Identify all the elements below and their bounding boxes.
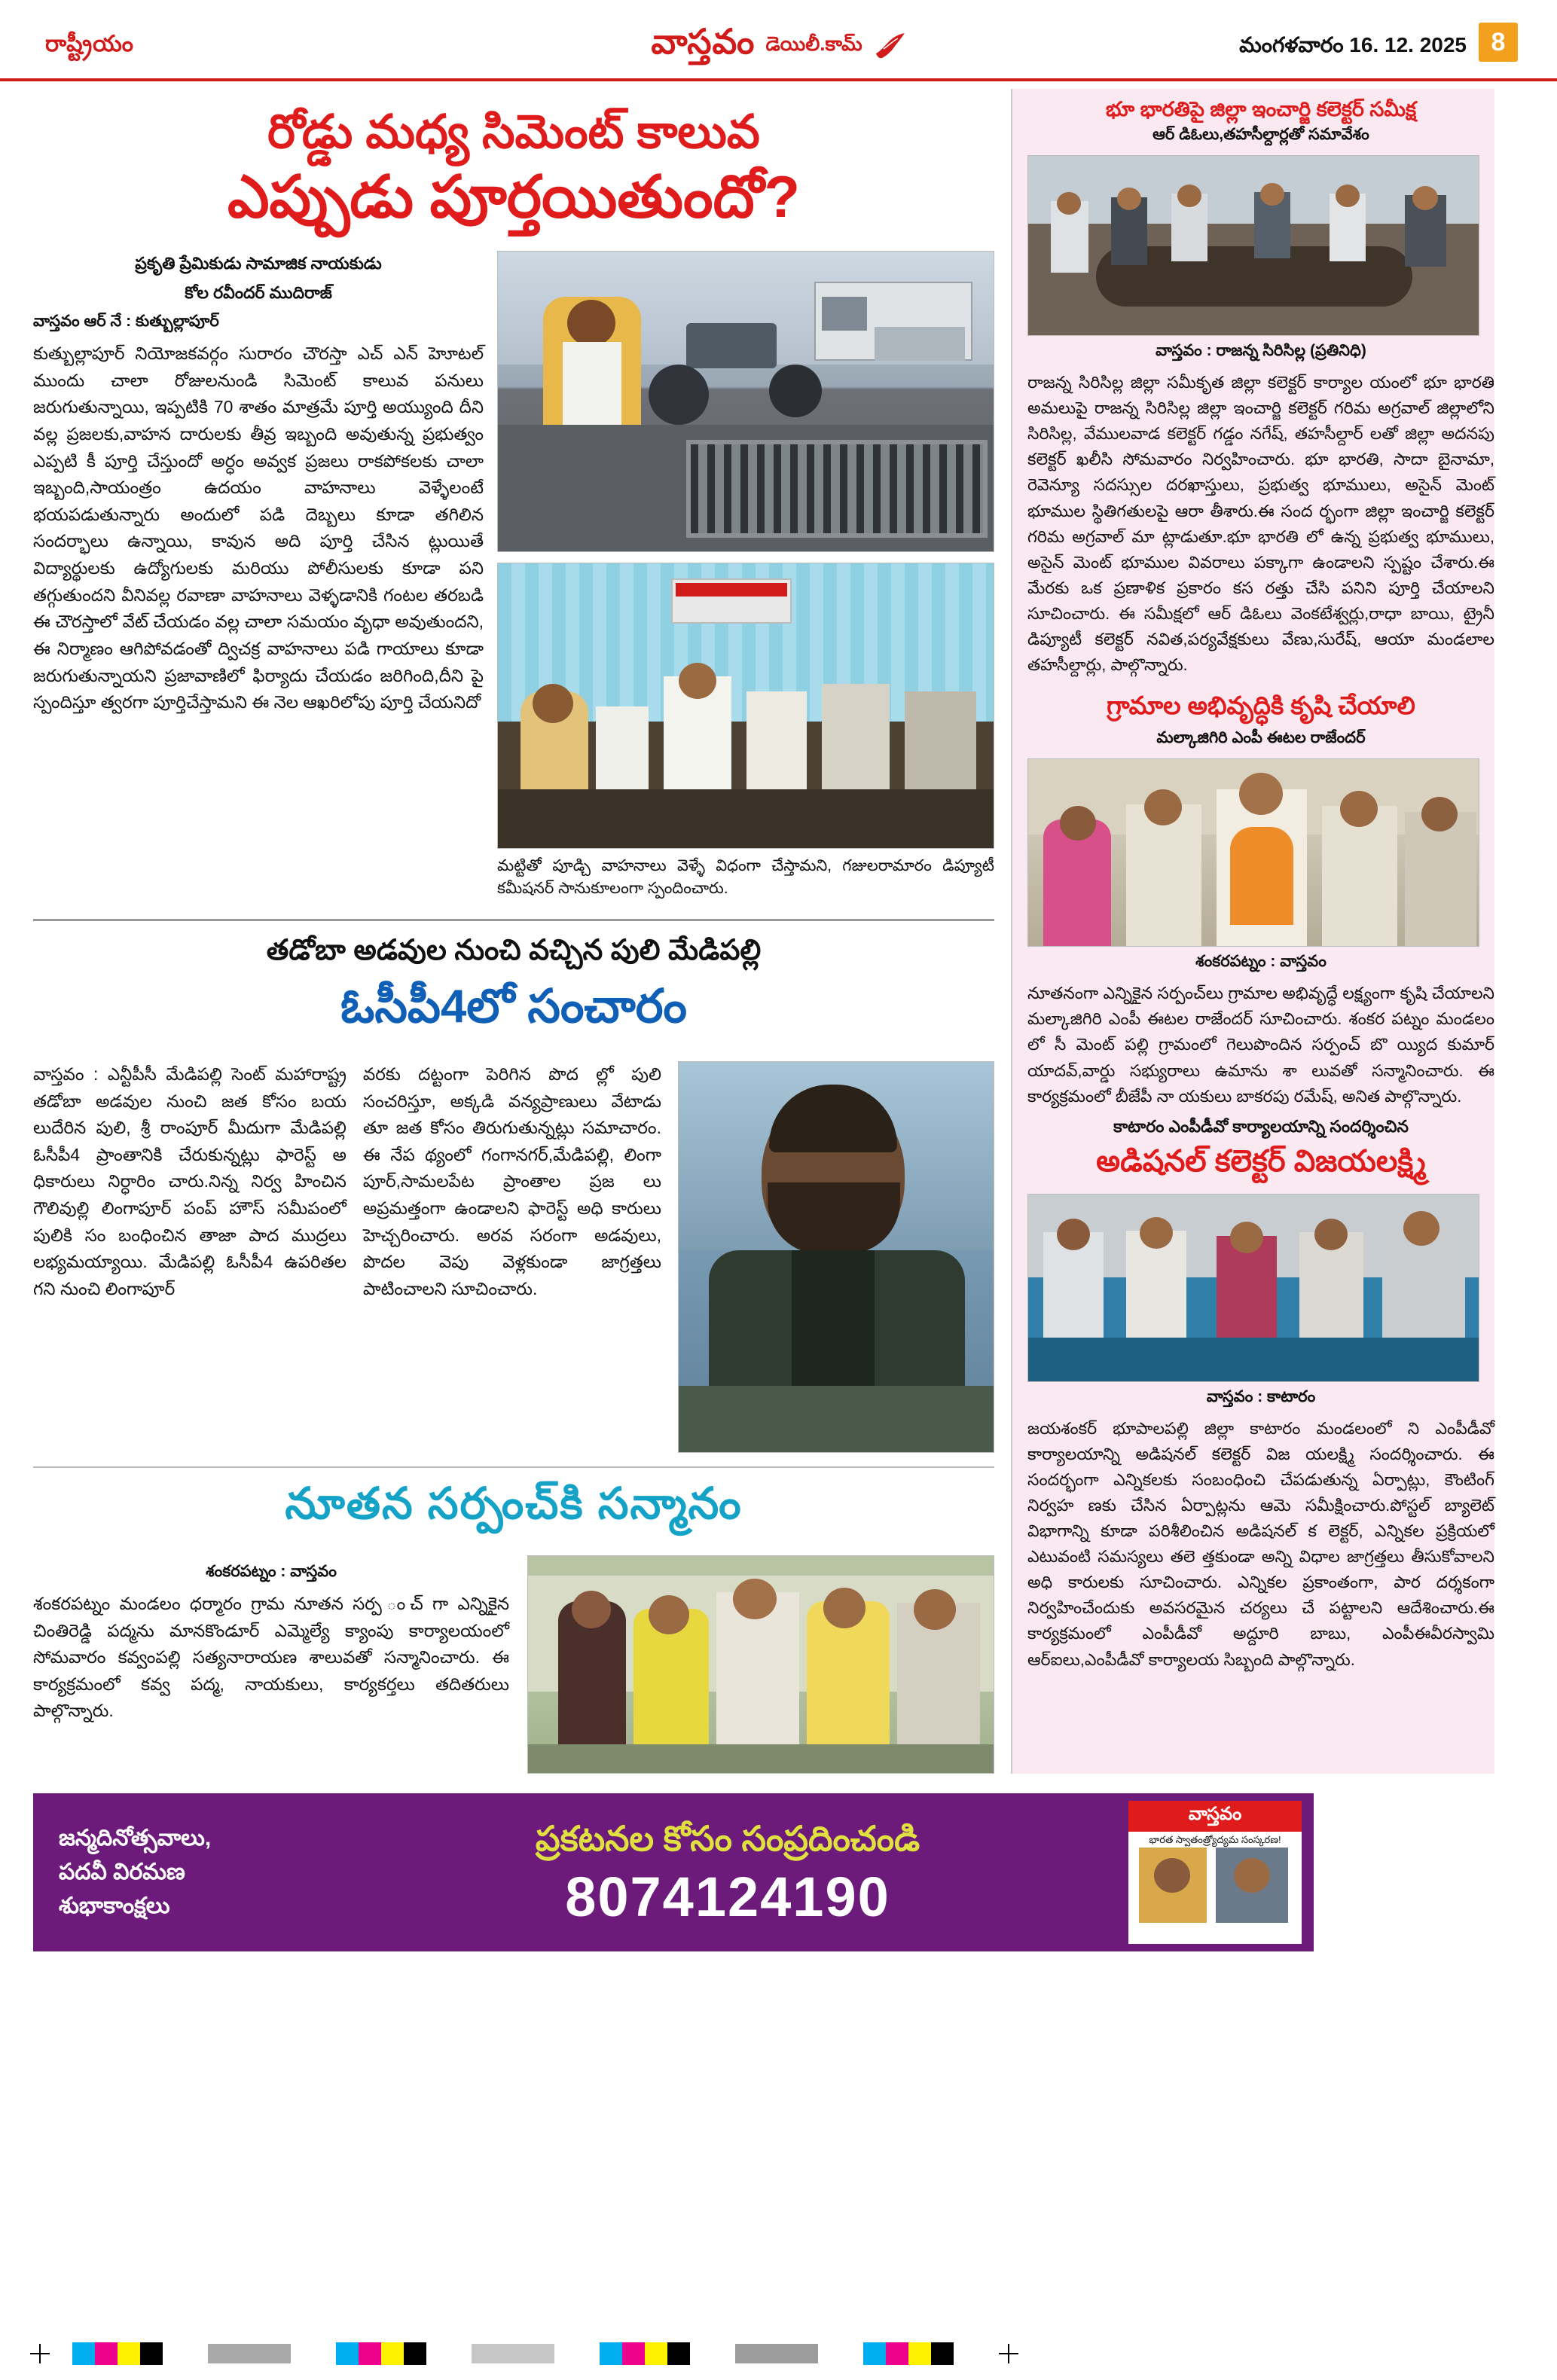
- swatch: [72, 2342, 95, 2365]
- sarpanch-text: [33, 1555, 509, 1774]
- main-headline-line2: ఎప్పుడు పూర్తయితుందో?: [227, 163, 801, 230]
- right-story-2-body: నూతనంగా ఎన్నికైన సర్పంచ్‌లు గ్రామాల అభివృద్ధే లక్ష్యంగా కృషి చేయాలని మల్కాజిగిరి ఎంపీ ఈటల రాజేందర్ సూచించారు. శంకర పట్నం మండలం లో సీ మెంట్ పల్లి గ్రామంలో గెలుపొందిన సర్పంచ్ బొ య్యిద కుమార్ యాదవ్,వార్డు సభ్యురాలు ఉమాను శా లువతో సన్మానించారు. ఈ కార్యక్రమంలో బీజేపీ నా యకులు బాకరపు రమేష్, అనిత పాల్గొన్నారు.: [1027, 984, 1494, 1106]
- main-photo-caption: మట్టితో పూడ్చి వాహనాలు వెళ్ళే విధంగా చేస్తామని, గజులరామారం డిప్యూటీ కమీషనర్ సానుకూలంగా స్పందించారు.: [497, 856, 994, 898]
- divider-2: [33, 1466, 994, 1468]
- swatch: [404, 2342, 426, 2365]
- man-portrait-photo: [678, 1061, 994, 1453]
- page-number: 8: [1479, 23, 1518, 62]
- gray-patch: [472, 2344, 554, 2363]
- main-body: కుత్బుల్లాపూర్ నియోజకవర్గం సురారం చౌరస్తా ఎచ్ ఎన్ హెూటల్ ముందు చాలా రోజులనుండి సిమెంట్ కాలువ పనులు జరుగుతున్నాయి, ఇప్పటికి 70 శాతం మాత్రమే పూర్తి అయ్యుంది దీని వల్ల ప్రజలకు,వాహన దారులకు తీవ్ర ఇబ్బంది అవుతున్న ప్రభుత్వం ఎప్పటి కీ పూర్తి చేస్తుందో అర్ధం అవ్వక ప్రజలు రాకపోకలకు చాలా ఇబ్బంది,సాయంత్రం ఉదయం వాహనాలు వెళ్ళేలంటే భయపడుతున్నారు అందులో పడి దెబ్బలు కూడా తగిలిన సందర్భాలు ఉన్నాయి, కావున అది పూర్తి చేసిన ట్లుయితే విద్యార్థులకు ఉద్యోగులకు మరియు పోలీసులకు కూడా పని తగ్గుతుందని వీనివల్ల రవాణా వాహనాలు వెళ్ళడానికి గంటల తరబడి ఈ చౌరస్తాలో వేట్ చేయడం వల్ల చాలా సమయం వృధా అవుతుందని, ఈ నిర్మాణం ఆగిపోవడంతో ద్విచక్ర వాహనాలు పడి గాయాలు కూడా జరుగుతున్నాయని ప్రజావాణిలో ఫిర్యాదు చేయడం జరిగింది,దీని పై స్పందిస్తూ త్వరగా పూర్తిచేస్తామని ఈ నెల ఆఖరిలోపు పూర్తి చేయనిదో: [33, 343, 484, 712]
- right-story-3-kicker: కాటారం ఎంపీడీవో కార్యాలయాన్ని సందర్శించిన: [1113, 1116, 1409, 1136]
- right-story-2-headline: గ్రామాల అభివృద్ధికి కృషి చేయాలి: [1107, 691, 1415, 720]
- gray-patch: [735, 2344, 818, 2363]
- tiger-headline: ఓసీపీ4లో సంచారం: [340, 980, 687, 1033]
- sarpanch-columns: [33, 1555, 994, 1774]
- ad-left-text: [33, 1821, 327, 1923]
- ad-phone-number[interactable]: 8074124190: [565, 1866, 890, 1929]
- section-label: రాష్ట్రీయం: [45, 32, 134, 56]
- sarpanch-headline: నూతన సర్పంచ్‌కి సన్మానం: [285, 1478, 743, 1528]
- swatch: [336, 2342, 359, 2365]
- logo-title: వాస్తవం: [651, 22, 756, 61]
- tiger-kicker: తడోబా అడవుల నుంచి వచ్చిన పులి మేడిపల్లి: [266, 934, 762, 966]
- right-story-2-subhead: మల్కాజిగిరి ఎంపీ ఈటల రాజేందర్: [1156, 729, 1366, 747]
- right-story-3-body: జయశంకర్ భూపాలపల్లి జిల్లా కాటారం మండలంలో ని ఎంపీడీవో కార్యాలయాన్ని అడిషనల్ కలెక్టర్ విజ యలక్ష్మి సందర్శించారు. ఈ సందర్భంగా ఎన్నికలకు సంబంధించి చేపడుతున్న ఏర్పాట్లు, కౌంటింగ్ నిర్వహ ణకు చేసిన ఏర్పాట్లను ఆమె సమీక్షించారు.పోస్టల్ బ్యాలెట్ విభాగాన్ని కూడా పరిశీలించిన అడిషనల్ క లెక్టర్, ఎన్నికల ప్రక్రియలో ఎటువంటి సమస్యలు తలె త్తకుండా అన్ని విధాల జాగ్రత్తలు తీసుకోవాలని అధి కారులకు సూచించారు. ఎన్నికల ప్రకాంతంగా, పార దర్శకంగా నిర్వహించేందుకు అవసరమైన చర్యలు చే పట్టాలని ఆదేశించారు.ఈ కార్యక్రమంలో ఎంపీడీవో అద్దూరి బాబు, ఎంపీఈవీరస్వామి ఆర్ఐలు,ఎంపీడీవో కార్యాలయ సిబ్బంది పాల్గొన్నారు.: [1027, 1418, 1494, 1669]
- swatch: [667, 2342, 690, 2365]
- print-registration-bar: [0, 2327, 1557, 2380]
- sarpanch-story: [33, 1478, 994, 1774]
- main-dateline: వాస్తవం ఆర్ నే : కుత్బుల్లాపూర్: [33, 312, 219, 330]
- right-story-3-headline: అడిషనల్ కలెక్టర్ విజయలక్ష్మి: [1096, 1144, 1426, 1178]
- right-column: [1012, 89, 1494, 1774]
- color-swatches-group-1: [72, 2342, 163, 2365]
- swatch: [381, 2342, 404, 2365]
- ad-tagline: ప్రకటనల కోసం సంప్రదించండి: [535, 1819, 920, 1859]
- meeting-room-photo: [497, 563, 994, 849]
- swatch: [886, 2342, 908, 2365]
- main-story-media: [497, 251, 994, 901]
- tiger-body-columns: [33, 1061, 994, 1453]
- registration-mark-icon: [999, 2344, 1018, 2363]
- color-swatches-group-3: [600, 2342, 690, 2365]
- tiger-col-1: వాస్తవం : ఎన్టీపీసీ మేడిపల్లి సెంట్ మహారాష్ట్ర తడోబా అడవుల నుంచి జత కోసం బయ లుదేరిన పులి, శ్రీ రాంపూర్ మీదుగా మేడిపల్లి ఓసీపీ4 ప్రాంతానికి చేరుకున్నట్లు ఫారెస్ట్ అ ధికారులు నిర్ధారిం చారు.నిన్న నిర్వ హించిన గౌలివుల్లి లింగాపూర్ పంప్ హౌస్ సమీపంలో పులికి సం బంధించిన తాజా పాద ముద్రలు లభ్యమయ్యాయి. మేడిపల్లి ఓసీపీ4 ఉపరితల గని నుంచి లింగాపూర్: [33, 1063, 347, 1298]
- garland-crowd-photo: [1027, 758, 1479, 947]
- main-byline-1: ప్రకృతి ప్రేమికుడు సామాజిక నాయకుడు: [135, 253, 382, 273]
- logo-subtitle: డెయిలీ.కామ్: [765, 32, 862, 55]
- publication-logo: [651, 21, 905, 71]
- swatch: [931, 2342, 954, 2365]
- right-story-1-subhead: ఆర్ డిఓలు,తహసీల్దార్లతో సమావేశం: [1152, 126, 1369, 144]
- swatch: [600, 2342, 622, 2365]
- swatch: [118, 2342, 140, 2365]
- tiger-col-2: వరకు దట్టంగా పెరిగిన పొద ల్లో పులి సంచరిస్తూ, అక్కడి వన్యప్రాణులు వేటాడు తూ జత కోసం తిరుగుతున్నట్లు సమాచారం. ఈ నేప థ్యంలో గంగానగర్,మేడిపల్లి, లింగా పూర్,సామలపేట ప్రాంతాల ప్రజ లు అప్రమత్తంగా ఉండాలని ఫారెస్ట్ అధి కారులు హెచ్చరించారు. అరవ సరంగా అడవులు, పొదల వెపు వెళ్లకుండా జాగ్రత్తలు పాటించాలని సూచించారు.: [362, 1063, 661, 1298]
- ad-logo-caption: భారత స్వాతంత్ర్యోద్యమ సంస్కరణ!: [1149, 1833, 1281, 1845]
- color-swatches-group-2: [336, 2342, 426, 2365]
- swatch: [622, 2342, 645, 2365]
- right-story-1-headline: భూ భారతిపై జిల్లా ఇంచార్జి కలెక్టర్ సమీక్ష: [1105, 98, 1417, 121]
- swatch: [359, 2342, 381, 2365]
- right-story-3: [1027, 1117, 1494, 1673]
- sarpanch-photo-wrap: [527, 1555, 994, 1774]
- sarpanch-dateline: శంకరపట్నం : వాస్తవం: [206, 1562, 337, 1580]
- left-column: [33, 89, 1012, 1774]
- right-story-1-dateline: వాస్తవం : రాజన్న సిరిసిల్ల (ప్రతినిధి): [1156, 342, 1366, 360]
- right-story-1-body: రాజన్న సిరిసిల్ల జిల్లా సమీకృత జిల్లా కలెక్టర్ కార్యాల యంలో భూ భారతి అమలుపై రాజన్న సిరిసిల్ల జిల్లా ఇంచార్జి కలెక్టర్ గరిమ అగ్రవాల్ జిల్లాలోని సిరిసిల్ల, వేములవాడ కలెక్టర్ గడ్డం నగేష్, తహసీల్దార్ లతో జిల్లా అదనపు కలెక్టర్ ఖలీసి సోమవారం నిర్వహించారు. భూ భారతి, సాదా బైనామా, రెవెన్యూ సదస్సుల దరఖాస్తులు, ప్రభుత్వ భూములు, అసైన్ మెంట్ భూముల స్థితిగతులపై ఆరా తీశారు.ఈ సంద ర్భంగా జిల్లా ఇంచార్జి కలెక్టర్ గరిమ అగ్రవాల్ మా ట్లాడుతూ.భూ భారతి లో ఉన్న ప్రభుత్వ భూములు, అసైన్ మెంట్ భూముల వివరాలు పక్కాగా ఉండాలని స్పష్టం చేశారు.ఈ మేరకు ఒక ప్రణాళిక ప్రకారం కస రత్తు చేసి పనిని పూర్తి చేయాలని సూచించారు. ఈ సమీక్షలో ఆర్ డిఓలు వెంకటేశ్వర్లు,రాధా బాయి, ట్రైనీ డిప్యూటీ కలెక్టర్ నవిత,పర్యవేక్షకులు వేణు,సురేష్, ఆయా మండలాల తహసీల్దార్లు, పాల్గొన్నారు.: [1027, 373, 1494, 675]
- tiger-story: [33, 935, 994, 1453]
- right-story-2: [1027, 691, 1494, 1109]
- swatch: [908, 2342, 931, 2365]
- swatch: [95, 2342, 118, 2365]
- main-byline-2: కోల రవీందర్ ముదిరాజ్: [185, 282, 332, 302]
- bird-icon: [873, 31, 906, 61]
- page-content: [0, 81, 1557, 1774]
- ad-logo-title: వాస్తవం: [1128, 1801, 1302, 1832]
- ad-left-line-2: పదవీ విరమణ: [59, 1860, 185, 1885]
- masthead: [0, 0, 1557, 81]
- road-drainage-photo: [497, 251, 994, 552]
- ad-left-line-1: జన్మదినోత్సవాలు,: [59, 1826, 212, 1851]
- right-story-2-dateline: శంకరపట్నం : వాస్తవం: [1195, 953, 1327, 971]
- gray-patch: [208, 2344, 291, 2363]
- office-visit-photo: [1027, 1194, 1479, 1382]
- right-story-1: [1027, 96, 1494, 678]
- registration-mark-icon: [30, 2344, 50, 2363]
- color-swatches-group-4: [863, 2342, 954, 2365]
- advertisement-banner[interactable]: [33, 1793, 1314, 1951]
- swatch: [645, 2342, 667, 2365]
- ad-logo-card: [1128, 1801, 1302, 1944]
- swatch: [863, 2342, 886, 2365]
- swatch: [140, 2342, 163, 2365]
- ad-left-line-3: శుభాకాంక్షలు: [59, 1893, 170, 1919]
- main-story: [33, 251, 994, 901]
- ad-center: [327, 1818, 1128, 1927]
- main-headline-line1: రోడ్డు మధ్య సిమెంట్ కాలువ: [267, 106, 760, 158]
- felicitation-photo: [527, 1555, 994, 1774]
- main-story-text: [33, 251, 484, 901]
- conference-table-photo: [1027, 155, 1479, 336]
- issue-date: మంగళవారం 16. 12. 2025: [1239, 33, 1467, 56]
- right-story-3-dateline: వాస్తవం : కాటారం: [1206, 1387, 1316, 1405]
- sarpanch-body: శంకరపట్నం మండలం ధర్మారం గ్రామ నూతన సర్ప ంచ్ గా ఎన్నికైన చింతిరెడ్డి పద్మను మానకొండూర్ ఎమ్మెల్యే క్యాంపు కార్యాలయంలో సోమవారం కవ్వంపల్లి సత్యనారాయణ శాలువతో సన్మానించారు. ఈ కార్యక్రమంలో కవ్వ పద్మ, నాయకులు, కార్యకర్తలు తదితరులు పాల్గొన్నారు.: [33, 1593, 509, 1721]
- tiger-photo-wrap: [678, 1061, 994, 1453]
- divider: [33, 919, 994, 921]
